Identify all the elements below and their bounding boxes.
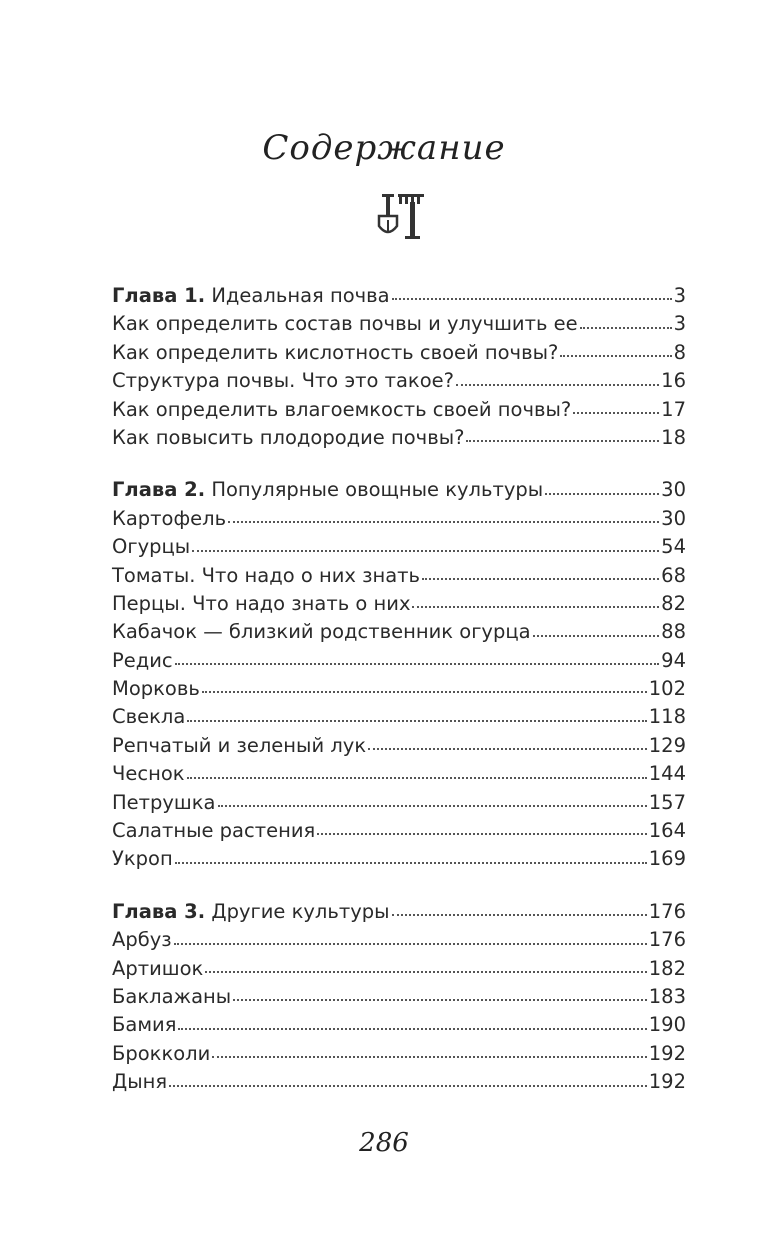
toc-entry-page: 3 xyxy=(673,312,686,336)
toc-entry-page: 157 xyxy=(648,790,686,814)
toc-entry-label xyxy=(112,760,185,788)
toc-entry-page: 8 xyxy=(673,340,686,364)
dot-leader xyxy=(212,1056,646,1058)
toc-entry-title: Огурцы xyxy=(112,535,191,559)
toc-entry xyxy=(112,760,686,788)
dot-leader xyxy=(233,999,647,1001)
toc-entry-title: Морковь xyxy=(112,677,200,701)
dot-leader xyxy=(169,1085,647,1087)
page-number: 286 xyxy=(359,1128,409,1158)
dot-leader xyxy=(456,384,659,386)
toc-entry-label xyxy=(112,367,454,395)
toc-entry-label xyxy=(112,505,226,533)
toc-entry-label xyxy=(112,926,172,954)
toc-entry xyxy=(112,339,686,367)
toc-entry-page: 30 xyxy=(661,478,686,502)
dot-leader xyxy=(228,521,659,523)
toc-entry-label xyxy=(112,732,366,760)
toc-entry-page: 54 xyxy=(661,535,686,559)
toc-entry xyxy=(112,396,686,424)
dot-leader xyxy=(205,971,646,973)
toc-entry-page: 118 xyxy=(648,705,686,729)
toc-entry xyxy=(112,955,686,983)
toc-entry xyxy=(112,789,686,817)
dot-leader xyxy=(392,298,672,300)
toc-chapter-entry xyxy=(112,282,686,310)
toc-entry-page: 192 xyxy=(648,1041,686,1065)
dot-leader xyxy=(560,355,671,357)
toc-entry-page: 176 xyxy=(648,928,686,952)
toc-entry-title: Как определить влагоемкость своей почвы? xyxy=(112,397,572,421)
toc-entry-title: Картофель xyxy=(112,506,227,530)
dot-leader xyxy=(580,327,672,329)
table-of-contents xyxy=(112,282,686,1121)
toc-entry xyxy=(112,675,686,703)
toc-entry-page: 192 xyxy=(648,1070,686,1094)
toc-entry-title: Как определить кислотность своей почвы? xyxy=(112,340,559,364)
toc-entry xyxy=(112,424,686,452)
toc-entry-page: 16 xyxy=(661,369,686,393)
toc-entry xyxy=(112,1040,686,1068)
dot-leader xyxy=(466,440,659,442)
toc-section xyxy=(112,898,686,1097)
toc-entry-label xyxy=(112,898,390,926)
dot-leader xyxy=(392,914,647,916)
chapter-number: Глава 1. xyxy=(112,284,206,307)
toc-entry-title: Баклажаны xyxy=(112,984,232,1008)
dot-leader xyxy=(368,748,647,750)
toc-entry xyxy=(112,845,686,873)
toc-entry xyxy=(112,647,686,675)
toc-entry xyxy=(112,562,686,590)
page-title: Содержание xyxy=(262,128,506,168)
toc-entry-page: 190 xyxy=(648,1013,686,1037)
toc-entry-label xyxy=(112,983,231,1011)
toc-entry-label xyxy=(112,675,200,703)
toc-entry-title: Томаты. Что надо о них знать xyxy=(112,563,421,587)
toc-entry-title: Другие культуры xyxy=(211,899,390,923)
dot-leader xyxy=(202,691,647,693)
toc-entry-title: Укроп xyxy=(112,847,173,871)
toc-entry-title: Репчатый и зеленый лук xyxy=(112,733,367,757)
chapter-number: Глава 2. xyxy=(112,478,206,502)
toc-entry-label xyxy=(112,339,558,367)
chapter-number: Глава 3. xyxy=(112,899,206,923)
toc-entry-page: 129 xyxy=(648,733,686,757)
garden-tools-icon xyxy=(374,190,430,246)
toc-entry-page: 169 xyxy=(648,847,686,871)
toc-entry-title: Брокколи xyxy=(112,1041,211,1065)
toc-entry-label xyxy=(112,424,464,452)
dot-leader xyxy=(317,833,647,835)
toc-entry-page: 30 xyxy=(661,506,686,530)
toc-entry-label xyxy=(112,590,410,618)
dot-leader xyxy=(174,943,647,945)
dot-leader xyxy=(187,720,646,722)
dot-leader xyxy=(533,635,660,637)
toc-entry-label xyxy=(112,618,531,646)
toc-entry-page: 183 xyxy=(648,984,686,1008)
toc-entry-label xyxy=(112,789,216,817)
toc-entry-label xyxy=(112,647,173,675)
toc-chapter-entry xyxy=(112,898,686,926)
toc-entry-title: Дыня xyxy=(112,1070,168,1094)
dot-leader xyxy=(192,550,659,552)
toc-entry-label xyxy=(112,396,571,424)
toc-entry-label xyxy=(112,310,578,338)
toc-entry-label xyxy=(112,533,190,561)
toc-entry-page: 94 xyxy=(661,648,686,672)
toc-entry xyxy=(112,367,686,395)
toc-entry-label xyxy=(112,955,203,983)
toc-entry-page: 182 xyxy=(648,956,686,980)
toc-entry-title: Артишок xyxy=(112,956,204,980)
toc-entry-title: Перцы. Что надо знать о них xyxy=(112,591,411,615)
toc-entry-label xyxy=(112,1011,176,1039)
dot-leader xyxy=(412,606,659,608)
toc-entry-label xyxy=(112,703,185,731)
toc-entry xyxy=(112,926,686,954)
toc-entry-title: Структура почвы. Что это такое? xyxy=(112,369,454,393)
toc-chapter-entry xyxy=(112,476,686,504)
toc-entry-title: Кабачок — близкий родственник огурца xyxy=(112,620,531,644)
toc-section xyxy=(112,476,686,873)
toc-entry xyxy=(112,533,686,561)
toc-entry-label xyxy=(112,1040,210,1068)
toc-entry xyxy=(112,618,686,646)
toc-entry xyxy=(112,983,686,1011)
toc-entry xyxy=(112,703,686,731)
toc-entry-label xyxy=(112,845,173,873)
toc-entry-title: Петрушка xyxy=(112,790,216,814)
toc-entry-title: Популярные овощные культуры xyxy=(211,478,544,502)
toc-entry xyxy=(112,732,686,760)
dot-leader xyxy=(178,1028,646,1030)
toc-entry-page: 144 xyxy=(648,762,686,786)
toc-entry-page: 164 xyxy=(648,819,686,843)
toc-entry-page: 17 xyxy=(661,397,686,421)
toc-entry xyxy=(112,817,686,845)
toc-entry-title: Арбуз xyxy=(112,928,172,952)
toc-entry xyxy=(112,590,686,618)
toc-entry xyxy=(112,310,686,338)
toc-entry-title: Бамия xyxy=(112,1013,177,1037)
dot-leader xyxy=(573,412,659,414)
dot-leader xyxy=(187,777,647,779)
toc-entry-title: Идеальная почва xyxy=(211,284,390,307)
toc-entry-page: 176 xyxy=(648,899,686,923)
toc-section xyxy=(112,282,686,452)
toc-entry-label xyxy=(112,476,543,504)
dot-leader xyxy=(422,578,659,580)
toc-entry-title: Салатные растения xyxy=(112,819,316,843)
dot-leader xyxy=(175,663,660,665)
toc-entry-page: 102 xyxy=(648,677,686,701)
toc-entry-label xyxy=(112,1068,167,1096)
toc-entry-page: 82 xyxy=(661,591,686,615)
toc-entry-title: Редис xyxy=(112,648,173,672)
dot-leader xyxy=(175,862,647,864)
toc-entry xyxy=(112,505,686,533)
toc-entry-title: Свекла xyxy=(112,705,186,729)
toc-entry-title: Как определить состав почвы и улучшить ее xyxy=(112,312,578,336)
toc-entry-page: 88 xyxy=(661,620,686,644)
toc-entry xyxy=(112,1011,686,1039)
toc-entry-title: Как повысить плодородие почвы? xyxy=(112,425,465,449)
toc-entry-label xyxy=(112,282,390,310)
toc-entry xyxy=(112,1068,686,1096)
toc-entry-title: Чеснок xyxy=(112,762,185,786)
toc-entry-page: 18 xyxy=(661,425,686,449)
toc-entry-page: 68 xyxy=(661,563,686,587)
toc-entry-label xyxy=(112,817,315,845)
toc-entry-page: 3 xyxy=(673,284,686,307)
toc-entry-label xyxy=(112,562,420,590)
dot-leader xyxy=(218,805,647,807)
dot-leader xyxy=(545,493,659,495)
